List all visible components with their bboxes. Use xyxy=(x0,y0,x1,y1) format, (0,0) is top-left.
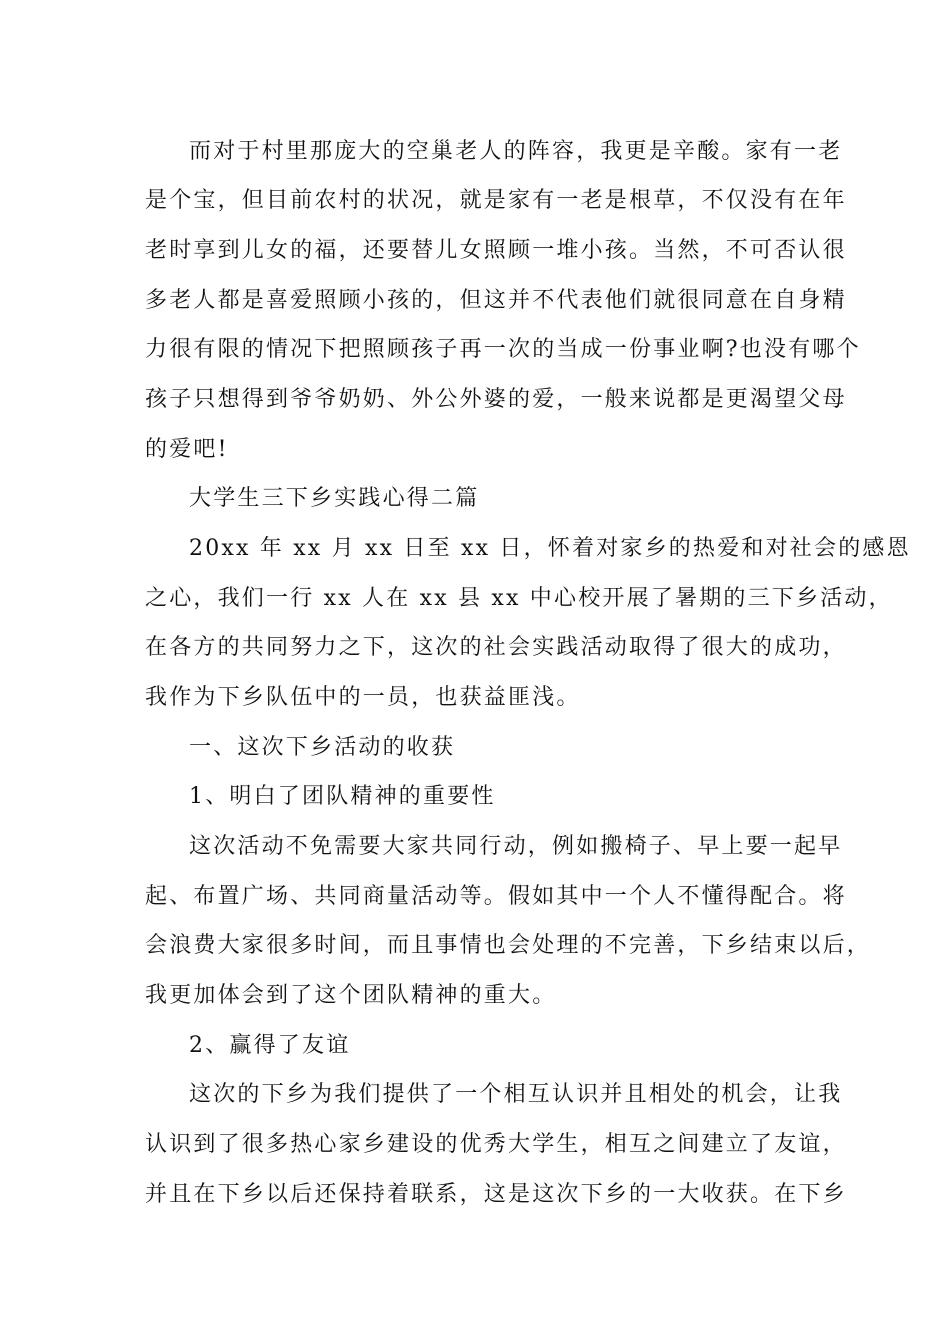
text-line: 的爱吧! xyxy=(145,437,229,462)
text-line: 20xx 年 xx 月 xx 日至 xx 日，怀着对家乡的热爱和对社会的感恩 xyxy=(189,536,911,561)
text-line: 孩子只想得到爷爷奶奶、外公外婆的爱，一般来说都是更渴望父母 xyxy=(145,387,847,412)
section-heading: 大学生三下乡实践心得二篇 xyxy=(189,486,480,511)
text-line: 而对于村里那庞大的空巢老人的阵容，我更是辛酸。家有一老 xyxy=(189,139,843,164)
text-line: 起、布置广场、共同商量活动等。假如其中一个人不懂得配合。将 xyxy=(145,884,847,909)
subheading: 一、这次下乡活动的收获 xyxy=(189,735,456,760)
text-line: 力很有限的情况下把照顾孩子再一次的当成一份事业啊?也没有哪个 xyxy=(145,337,861,362)
text-line: 多老人都是喜爱照顾小孩的，但这并不代表他们就很同意在自身精 xyxy=(145,288,847,313)
text-line: 之心，我们一行 xx 人在 xx 县 xx 中心校开展了暑期的三下乡活动， xyxy=(145,586,893,611)
text-line: 会浪费大家很多时间，而且事情也会处理的不完善，下乡结束以后， xyxy=(145,933,872,958)
text-line: 这次活动不免需要大家共同行动，例如搬椅子、早上要一起早 xyxy=(189,834,843,859)
text-line: 我更加体会到了这个团队精神的重大。 xyxy=(145,983,557,1008)
subheading: 2、赢得了友谊 xyxy=(189,1033,351,1058)
text-line: 认识到了很多热心家乡建设的优秀大学生，相互之间建立了友谊， xyxy=(145,1132,847,1157)
text-line: 并且在下乡以后还保持着联系，这是这次下乡的一大收获。在下乡 xyxy=(145,1182,847,1207)
subheading: 1、明白了团队精神的重要性 xyxy=(189,784,496,809)
text-line: 我作为下乡队伍中的一员，也获益匪浅。 xyxy=(145,685,581,710)
text-line: 是个宝，但目前农村的状况，就是家有一老是根草，不仅没有在年 xyxy=(145,188,847,213)
text-line: 老时享到儿女的福，还要替儿女照顾一堆小孩。当然，不可否认很 xyxy=(145,238,847,263)
text-line: 这次的下乡为我们提供了一个相互认识并且相处的机会，让我 xyxy=(189,1082,843,1107)
text-line: 在各方的共同努力之下，这次的社会实践活动取得了很大的成功， xyxy=(145,635,847,660)
